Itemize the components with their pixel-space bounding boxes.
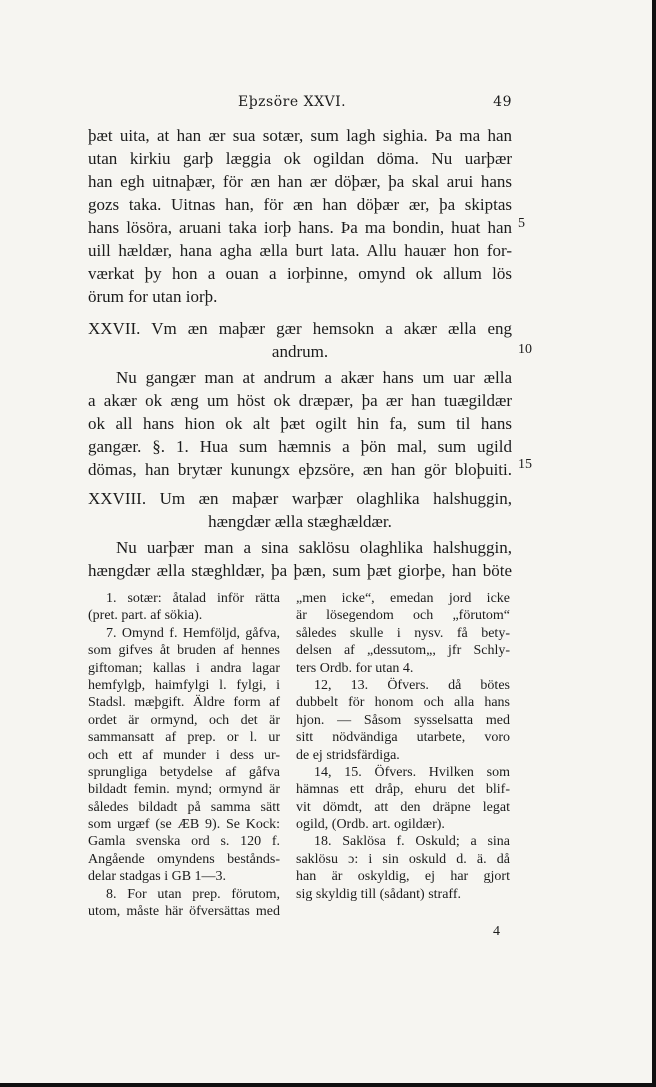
footnote-line: ogild, (Ordb. art. ogildær). xyxy=(296,817,445,833)
footnote-line: ordet är ormynd, och det är xyxy=(88,712,280,728)
footnote-line: är lösegendom och „förutom“ xyxy=(296,608,510,624)
footnote-line: „men icke“, emedan jord icke xyxy=(296,591,510,606)
chapter-28-heading xyxy=(88,487,512,533)
footnote-line: och ett af munder i dess ur- xyxy=(88,747,280,763)
text-line: þæt uita, at han ær sua sotær, sum lagh sighia. Þa ma han xyxy=(88,126,512,145)
footnote-line: 1. sotær: åtalad inför rätta xyxy=(106,591,280,606)
footnote-line: således bildadt på samma sätt xyxy=(88,799,280,815)
footnote-line: Gamla svenska ord s. 120 f. xyxy=(88,834,280,850)
text-line: utan kirkiu garþ læggia ok ogildan döma. Nu uarþær xyxy=(88,149,512,168)
footnote-line: han är oskyldig, ej har gjort xyxy=(296,869,510,885)
page-number: 49 xyxy=(493,94,512,110)
footnote-line: delar stadgas i GB 1—3. xyxy=(88,869,227,885)
text-line: han egh uitnaþær, för æn han ær döþær, þa skal arui hans xyxy=(88,172,512,191)
footnote-line: hemfylgþ, haimfylgi l. fylgi, i xyxy=(88,677,280,693)
signature-mark: 4 xyxy=(493,924,500,939)
line-number: 5 xyxy=(518,216,525,231)
text-line: gozs taka. Uitnas han, för æn han döþær ær, þa skiptas xyxy=(88,195,512,214)
line-number: 15 xyxy=(518,457,532,472)
heading-line: XXVIII. Um æn maþær warþær olaghlika halshuggin, xyxy=(88,489,512,508)
footnote-line: delsen af „dessutom„, jfr Schly- xyxy=(296,643,510,659)
text-line: Nu uarþær man a sina saklösu olaghlika halshuggin, xyxy=(116,538,512,557)
text-line: dömas, han brytær kunungx eþzsöre, æn han gör bloþuiti. xyxy=(88,460,512,479)
footnote-line: utom, måste här öfversättas med xyxy=(88,904,280,920)
heading-line: andrum. xyxy=(271,342,329,361)
text-line: uill hældær, hana agha ælla burt lata. Allu hauær hon for- xyxy=(88,241,512,260)
running-title: Eþzsöre XXVI. xyxy=(238,94,347,110)
footnote-line: som gifves åt bruden af hennes xyxy=(88,643,280,659)
footnote-line: dubbelt för honom och alla hans xyxy=(296,695,510,711)
running-header xyxy=(88,94,512,114)
footnote-line: hjon. — Såsom sysselsatta med xyxy=(296,712,510,728)
heading-line: hængdær ælla stæghældær. xyxy=(208,512,392,531)
text-line: örum for utan iorþ. xyxy=(88,287,218,306)
paragraph-chapter-26-end xyxy=(88,124,512,308)
footnote-line: Stadsl. mæþgift. Äldre form af xyxy=(88,695,280,711)
text-line: hængdær ælla stæghldær, þa þæn, sum þæt giorþe, han böte xyxy=(88,561,512,580)
footnote-line: ters Ordb. for utan 4. xyxy=(296,660,414,676)
heading-line: XXVII. Vm æn maþær gær hemsokn a akær ælla eng xyxy=(88,319,512,338)
text-line: ok all hans hion ok alt þæt ogilt hin fa, sum til hans xyxy=(88,414,512,433)
footnote-line: sig skyldig till (sådant) straff. xyxy=(296,886,461,902)
footnote-line: sitt nödvändiga utarbete, voro xyxy=(296,730,510,746)
footnote-line: som urgæf (se ÆB 9). Se Kock: xyxy=(88,817,280,833)
paragraph-chapter-27 xyxy=(88,366,512,481)
footnote-line: saklösu ɔ: i sin oskuld d. ä. då xyxy=(296,851,510,867)
footnotes-right-column xyxy=(296,590,510,903)
footnote-line: hämnas ett dråp, ehuru det blif- xyxy=(296,782,510,798)
footnote-line: de ej stridsfärdiga. xyxy=(296,747,400,763)
text-line: a akær ok æng um höst ok dræpær, þa ær han tuægildær xyxy=(88,391,512,410)
text-line: hans lösöra, aruani taka iorþ hans. Þa ma bondin, huat han xyxy=(88,218,512,237)
footnote-line: giftoman; kallas i andra lagar xyxy=(88,660,280,676)
text-line: Nu gangær man at andrum a akær hans um uar ælla xyxy=(116,368,512,387)
footnote-line: sprungliga betydelse af gåfva xyxy=(88,764,280,780)
footnote-line: 7. Omynd f. Hemföljd, gåfva, xyxy=(106,625,280,641)
footnote-line: vit dömdt, att den dräpne legat xyxy=(296,799,510,815)
text-line: gangær. §. 1. Hua sum hæmnis a þön mal, sum ugild xyxy=(88,437,512,456)
footnote-line: således skulle i nysv. få bety- xyxy=(296,625,510,641)
footnote-line: bildadt femin. mynd; ormynd är xyxy=(88,782,280,798)
footnote-line: 14, 15. Öfvers. Hvilken som xyxy=(314,764,510,780)
chapter-27-heading xyxy=(88,317,512,363)
footnote-line: Angående omyndens bestånds- xyxy=(88,851,280,867)
footnotes-left-column xyxy=(88,590,280,920)
footnote-line: 18. Saklösa f. Oskuld; a sina xyxy=(314,834,510,850)
line-number: 10 xyxy=(518,342,532,357)
footnote-line: sammansatt af prep. or l. ur xyxy=(88,730,280,746)
footnote-line: 8. For utan prep. förutom, xyxy=(106,886,280,902)
text-line: værkat þy hon a ouan a iorþinne, omynd ok allum lös xyxy=(88,264,512,283)
footnote-line: (pret. part. af sökia). xyxy=(88,608,203,624)
footnote-line: 12, 13. Öfvers. då bötes xyxy=(314,677,510,693)
paragraph-chapter-28 xyxy=(88,536,512,582)
